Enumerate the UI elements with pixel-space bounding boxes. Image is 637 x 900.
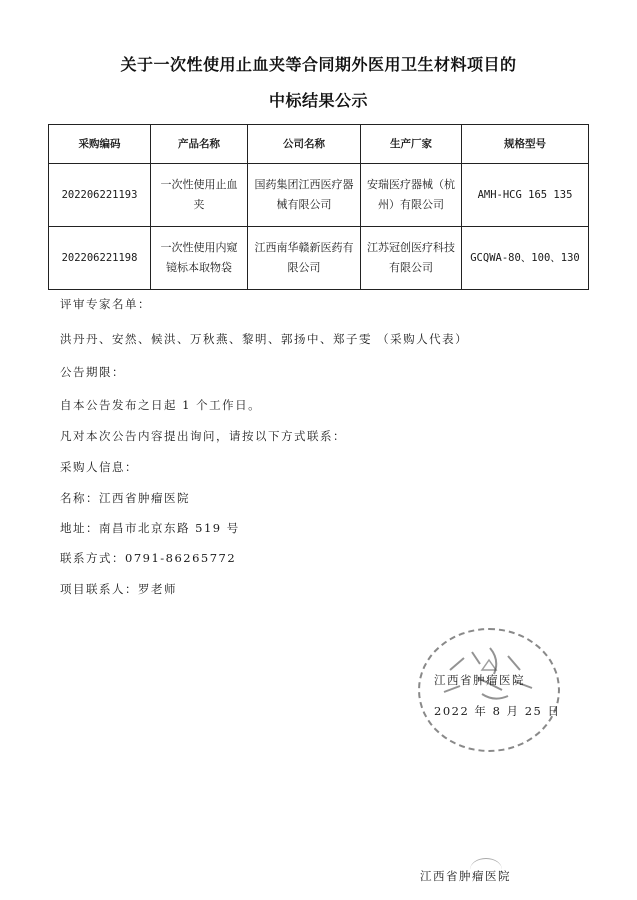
purchaser-address: 地址：南昌市北京东路 519 号 — [60, 521, 240, 535]
cell-product-name: 一次性使用止血夹 — [151, 164, 248, 227]
header-procurement-code: 采购编码 — [49, 125, 151, 164]
purchaser-label: 采购人信息： — [60, 460, 138, 474]
cell-specification: AMH-HCG 165 135 — [462, 164, 589, 227]
header-company-name: 公司名称 — [248, 125, 361, 164]
period-label: 公告期限： — [60, 365, 125, 379]
cell-product-name: 一次性使用内窥镜标本取物袋 — [151, 227, 248, 290]
project-contact: 项目联系人：罗老师 — [60, 582, 177, 596]
seal-strokes — [420, 630, 558, 750]
cell-procurement-code: 202206221193 — [49, 164, 151, 227]
header-specification: 规格型号 — [462, 125, 589, 164]
footer-org-text: 江西省肿瘤医院 — [420, 869, 511, 883]
header-manufacturer: 生产厂家 — [361, 125, 462, 164]
cell-manufacturer: 江苏冠创医疗科技有限公司 — [361, 227, 462, 290]
official-seal — [418, 628, 560, 752]
cell-specification: GCQWA-80、100、130 — [462, 227, 589, 290]
experts-list: 洪丹丹、安然、候洪、万秋燕、黎明、郭扬中、郑子雯 （采购人代表） — [60, 332, 469, 346]
cell-company-name: 江西南华赣新医药有限公司 — [248, 227, 361, 290]
award-table — [48, 124, 589, 290]
purchaser-contact: 联系方式：0791-86265772 — [60, 551, 237, 565]
cell-manufacturer: 安瑞医疗器械（杭州）有限公司 — [361, 164, 462, 227]
signature-org: 江西省肿瘤医院 — [434, 673, 525, 687]
signature-date: 2022 年 8 月 25 日 — [434, 704, 561, 718]
header-product-name: 产品名称 — [151, 125, 248, 164]
document-title-line2: 中标结果公示 — [268, 91, 368, 110]
inquiry-text: 凡对本次公告内容提出询问，请按以下方式联系： — [60, 429, 346, 443]
document-title-line1: 关于一次性使用止血夹等合同期外医用卫生材料项目的 — [120, 55, 517, 74]
table-header-row — [49, 125, 589, 164]
experts-label: 评审专家名单： — [60, 297, 151, 311]
purchaser-name: 名称：江西省肿瘤医院 — [60, 491, 190, 505]
table-row — [49, 164, 589, 227]
period-text: 自本公告发布之日起 1 个工作日。 — [60, 398, 262, 412]
cell-company-name: 国药集团江西医疗器械有限公司 — [248, 164, 361, 227]
cell-procurement-code: 202206221198 — [49, 227, 151, 290]
table-row — [49, 227, 589, 290]
